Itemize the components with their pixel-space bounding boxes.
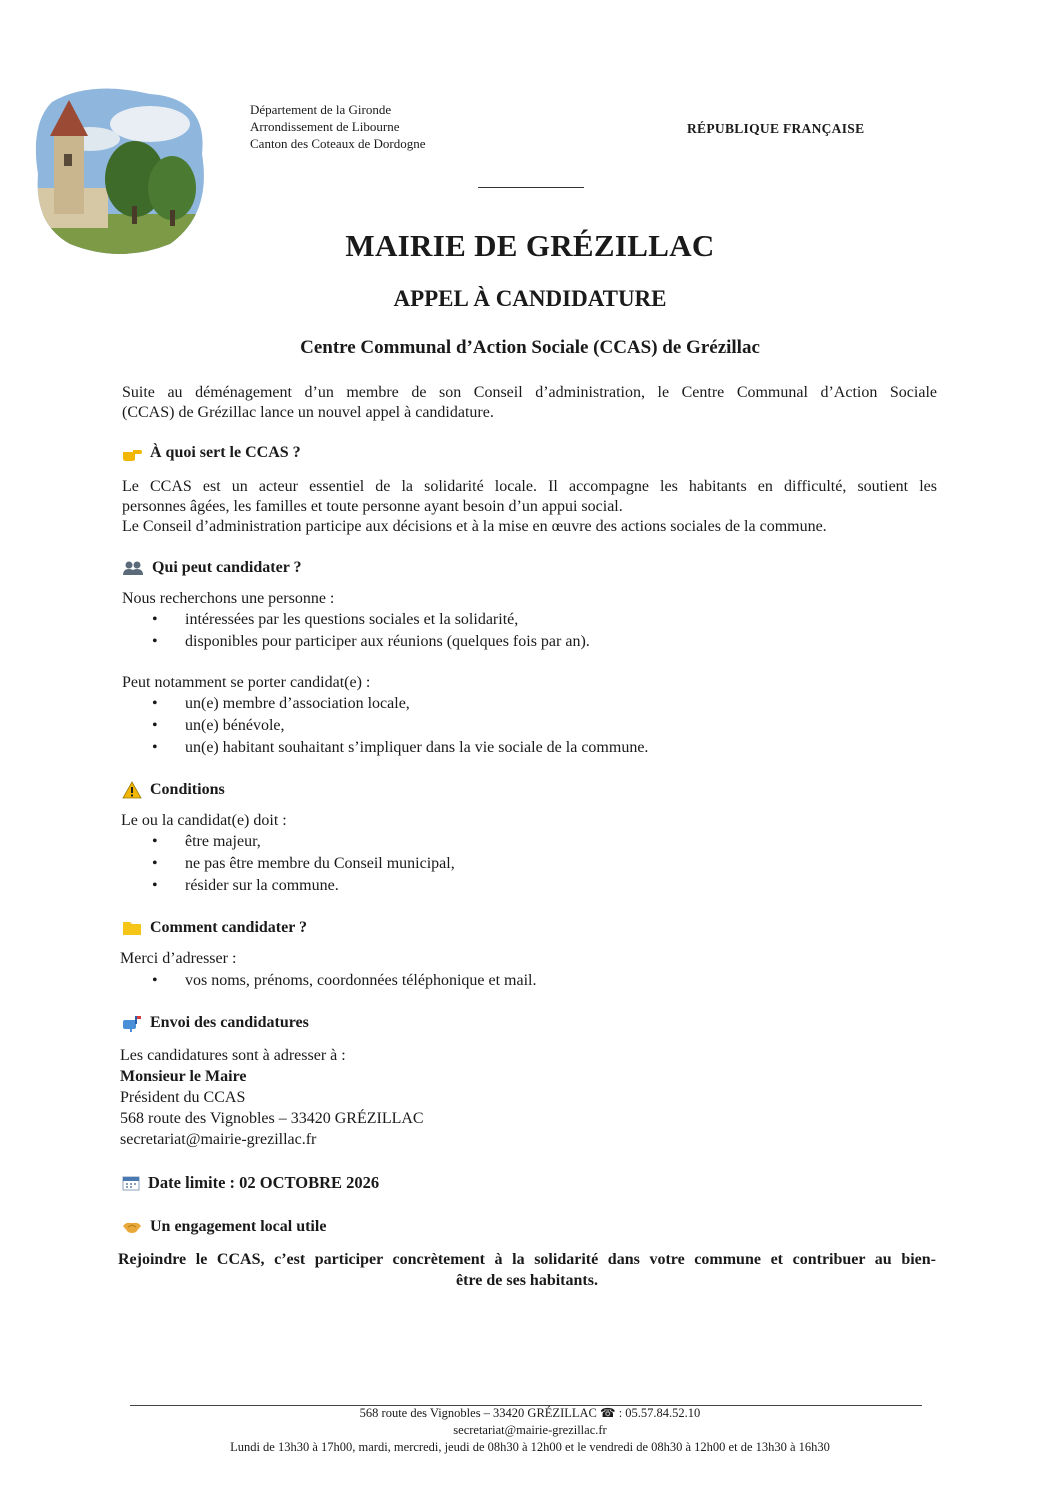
folder-icon <box>122 920 142 936</box>
conditions-list <box>152 831 455 897</box>
send-address-block <box>120 1045 424 1150</box>
recipient-email: secretariat@mairie-grezillac.fr <box>120 1131 317 1148</box>
section-heading-engagement <box>122 1218 326 1236</box>
list-item: • disponibles pour participer aux réunions (quelques fois par an). <box>152 631 590 653</box>
section-heading-send <box>122 1014 309 1032</box>
footer-hours: Lundi de 13h30 à 17h00, mardi, mercredi, jeudi de 08h30 à 12h00 et le vendredi de 08h30 à 12h00 et de 13h30 à 16h30 <box>230 1440 830 1454</box>
page-subtitle: APPEL À CANDIDATURE <box>393 286 667 311</box>
paragraph-line: Le Conseil d’administration participe aux décisions et à la mise en œuvre des actions sociales de la commune. <box>122 518 827 535</box>
warning-icon <box>122 781 142 799</box>
phone-icon: ☎ <box>600 1406 616 1420</box>
intro-line: (CCAS) de Grézillac lance un nouvel appel à candidature. <box>122 404 494 421</box>
deadline-text: Date limite : 02 OCTOBRE 2026 <box>148 1173 380 1192</box>
who-intro-2: Peut notamment se porter candidat(e) : <box>122 674 371 691</box>
section-heading-how <box>122 919 307 937</box>
header-divider <box>478 187 584 188</box>
admin-line-canton: Canton des Coteaux de Dordogne <box>250 136 426 151</box>
list-item: • intéressées par les questions sociales et la solidarité, <box>152 609 590 631</box>
who-list <box>152 609 590 653</box>
mailbox-icon <box>122 1014 142 1032</box>
section-title: À quoi sert le CCAS ? <box>150 444 301 461</box>
administrative-header <box>250 101 425 152</box>
intro-paragraph <box>122 383 937 423</box>
paragraph-line: Le CCAS est un acteur essentiel de la solidarité locale. Il accompagne les habitants en difficulté, soutient les <box>122 478 937 495</box>
list-item: • un(e) habitant souhaitant s’impliquer dans la vie sociale de la commune. <box>152 737 648 759</box>
conditions-intro: Le ou la candidat(e) doit : <box>121 812 287 829</box>
list-item: • un(e) bénévole, <box>152 715 648 737</box>
section-title: Un engagement local utile <box>150 1218 327 1235</box>
section-title: Conditions <box>150 781 225 798</box>
who-intro: Nous recherchons une personne : <box>122 590 335 607</box>
list-item: • un(e) membre d’association locale, <box>152 693 648 715</box>
section-what-paragraph <box>122 477 937 537</box>
footer <box>0 1405 1060 1456</box>
section-heading-what <box>122 444 301 462</box>
paragraph-line: personnes âgées, les familles et toute personne ayant besoin d’un appui social. <box>122 498 623 515</box>
footer-contact-line <box>0 1405 1060 1422</box>
republic-label: RÉPUBLIQUE FRANÇAISE <box>687 121 865 136</box>
recipient-role: Président du CCAS <box>120 1089 246 1106</box>
closing-paragraph <box>118 1249 936 1291</box>
list-item: • ne pas être membre du Conseil municipal, <box>152 853 455 875</box>
list-item: • résider sur la commune. <box>152 875 455 897</box>
section-title: Envoi des candidatures <box>150 1014 309 1031</box>
people-icon <box>122 560 144 576</box>
who-list-2 <box>152 693 648 759</box>
closing-line: Rejoindre le CCAS, c’est participer concrètement à la solidarité dans votre commune et contribuer au bien- <box>118 1251 936 1268</box>
admin-line-department: Département de la Gironde <box>250 102 392 117</box>
section-title: Comment candidater ? <box>150 919 308 936</box>
footer-email: secretariat@mairie-grezillac.fr <box>453 1423 607 1437</box>
send-intro: Les candidatures sont à adresser à : <box>120 1047 346 1064</box>
pointing-hand-icon <box>122 444 142 462</box>
page-subheading: Centre Communal d’Action Sociale (CCAS) de Grézillac <box>300 337 760 358</box>
how-intro: Merci d’adresser : <box>120 950 237 967</box>
admin-line-arrondissement: Arrondissement de Libourne <box>250 119 400 134</box>
calendar-icon <box>122 1175 140 1191</box>
list-item: • vos noms, prénoms, coordonnées téléphonique et mail. <box>152 970 536 992</box>
handshake-icon <box>122 1219 142 1235</box>
section-title: Qui peut candidater ? <box>152 559 302 576</box>
recipient-address: 568 route des Vignobles – 33420 GRÉZILLAC <box>120 1110 424 1127</box>
recipient-name: Monsieur le Maire <box>120 1068 247 1085</box>
section-heading-conditions <box>122 781 225 799</box>
closing-line: être de ses habitants. <box>456 1272 598 1289</box>
how-list <box>152 970 536 992</box>
section-heading-deadline <box>122 1173 379 1193</box>
section-heading-who <box>122 559 302 577</box>
footer-address: 568 route des Vignobles – 33420 GRÉZILLAC <box>359 1406 597 1420</box>
page-title: MAIRIE DE GRÉZILLAC <box>345 228 715 263</box>
footer-phone: : 05.57.84.52.10 <box>618 1406 701 1420</box>
intro-line: Suite au déménagement d’un membre de son Conseil d’administration, le Centre Communal d’Action Sociale <box>122 384 937 401</box>
list-item: • être majeur, <box>152 831 455 853</box>
